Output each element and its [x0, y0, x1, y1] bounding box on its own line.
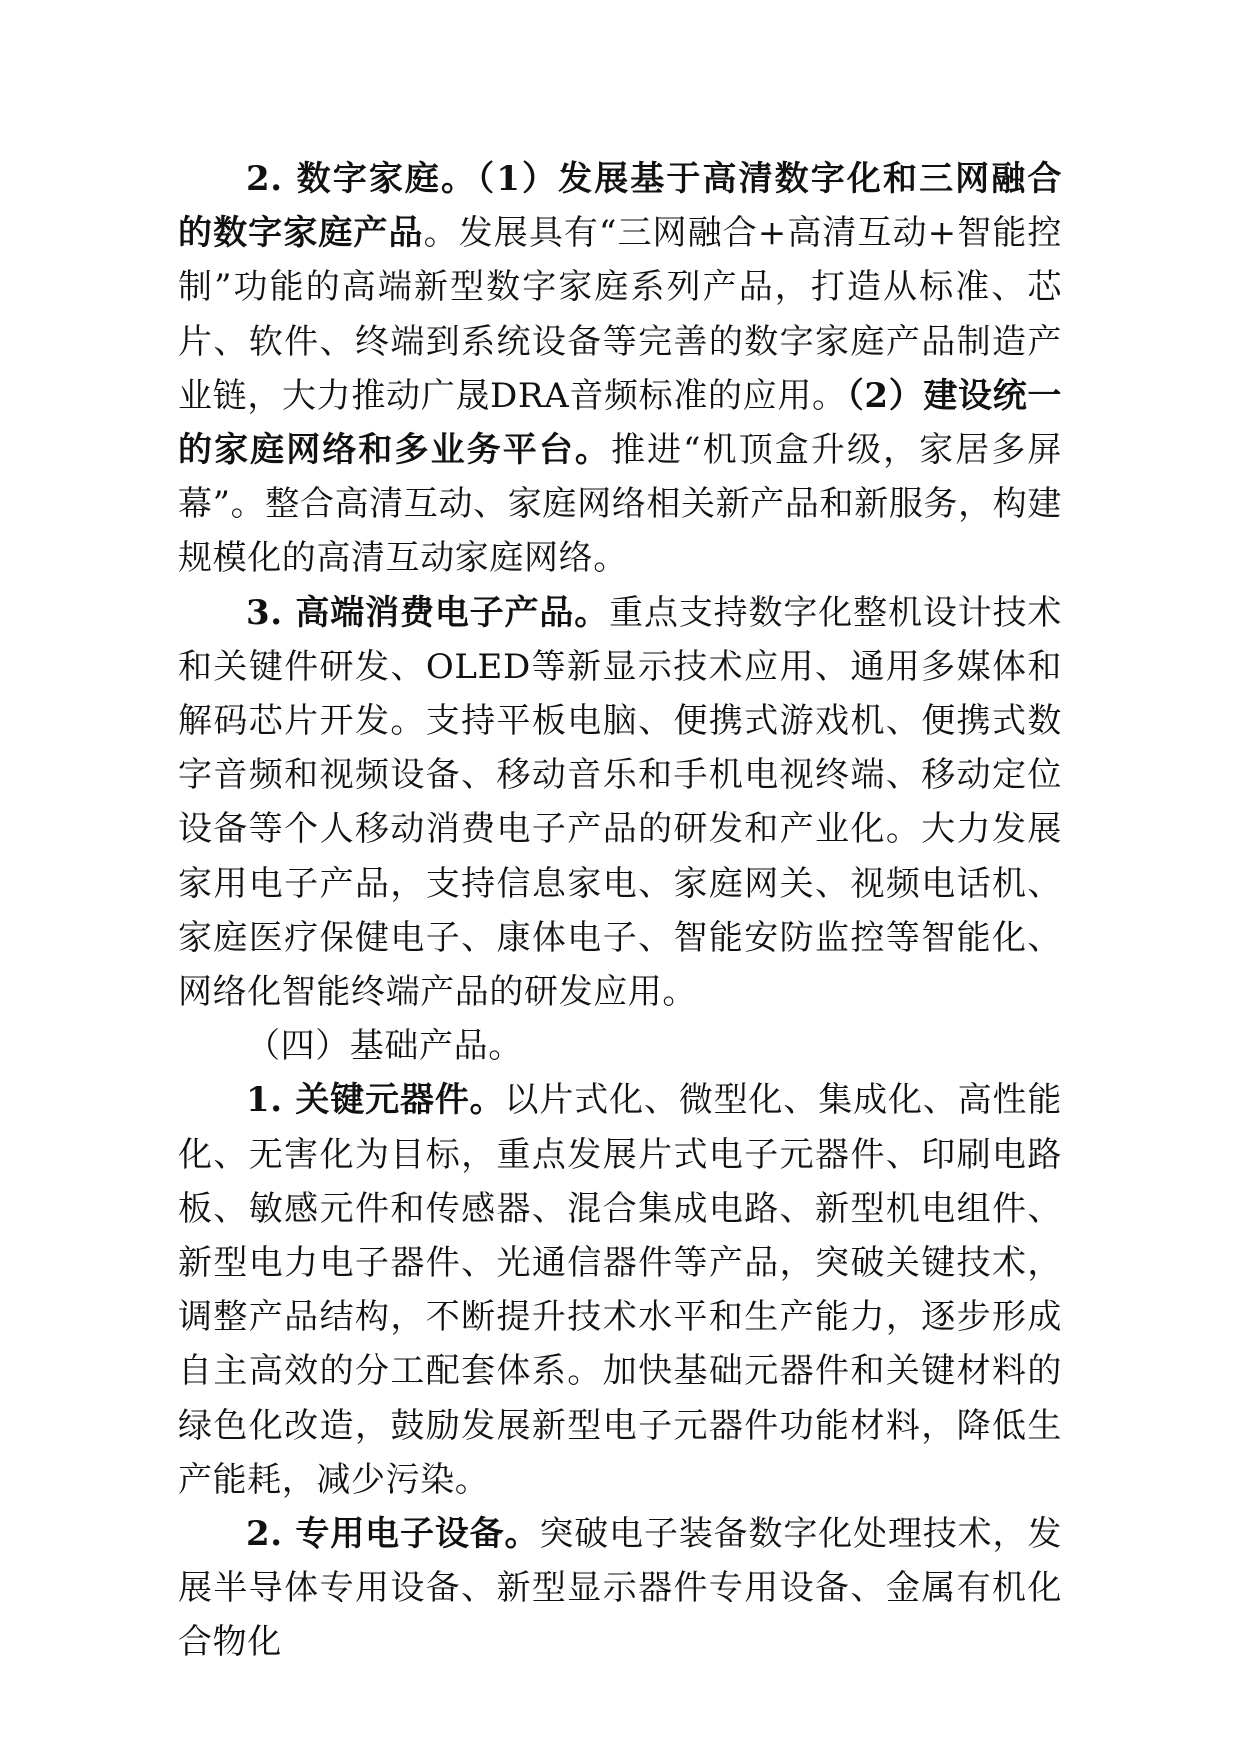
heading-consumer-electronics: 3. 高端消费电子产品。	[246, 592, 610, 633]
section-heading-basic-products	[178, 1019, 1062, 1073]
paragraph-text: 。发展具有“三网融合+高清互动+智能控制”功能的高端新型数字家庭系列产品，打造从标准、芯片、软件、终端到系统设备等完善的数字家庭产品制造产业链，大力推动广晟DRA音频标准的应用。	[178, 213, 1062, 416]
subheading-home-network: （2）建设统一的家庭网络和多业务平台。	[178, 375, 1062, 471]
paragraph-special-equipment	[178, 1507, 1062, 1670]
paragraph-text: 突破电子装备数字化处理技术，发展半导体专用设备、新型显示器件专用设备、金属有机化合物化	[178, 1514, 1062, 1663]
paragraph-text: 重点支持数字化整机设计技术和关键件研发、OLED等新显示技术应用、通用多媒体和解码芯片开发。支持平板电脑、便携式游戏机、便携式数字音频和视频设备、移动音乐和手机电视终端、移动定位设备等个人移动消费电子产品的研发和产业化。大力发展家用电子产品，支持信息家电、家庭网关、视频电话机、家庭医疗保健电子、康体电子、智能安防监控等智能化、网络化智能终端产品的研发应用。	[178, 592, 1062, 1013]
paragraph-digital-home	[178, 152, 1062, 586]
paragraph-text: 以片式化、微型化、集成化、高性能化、无害化为目标，重点发展片式电子元器件、印刷电路板、敏感元件和传感器、混合集成电路、新型机电组件、新型电力电子器件、光通信器件等产品，突破关键技术，调整产品结构，不断提升技术水平和生产能力，逐步形成自主高效的分工配套体系。加快基础元器件和关键材料的绿色化改造，鼓励发展新型电子元器件功能材料，降低生产能耗，减少污染。	[178, 1080, 1062, 1500]
paragraph-key-components	[178, 1073, 1062, 1507]
heading-digital-home: 2. 数字家庭。（1）发展基于高清数字化和三网融合的数字家庭产品	[178, 159, 1062, 254]
paragraph-text: 推进“机顶盒升级，家居多屏幕”。整合高清互动、家庭网络相关新产品和新服务，构建规模化的高清互动家庭网络。	[178, 430, 1063, 579]
heading-key-components: 1. 关键元器件。	[246, 1080, 505, 1121]
section-heading-text: （四）基础产品。	[246, 1026, 523, 1067]
document-body	[178, 152, 1062, 1670]
paragraph-consumer-electronics	[178, 586, 1062, 1020]
heading-special-equipment: 2. 专用电子设备。	[246, 1514, 540, 1555]
